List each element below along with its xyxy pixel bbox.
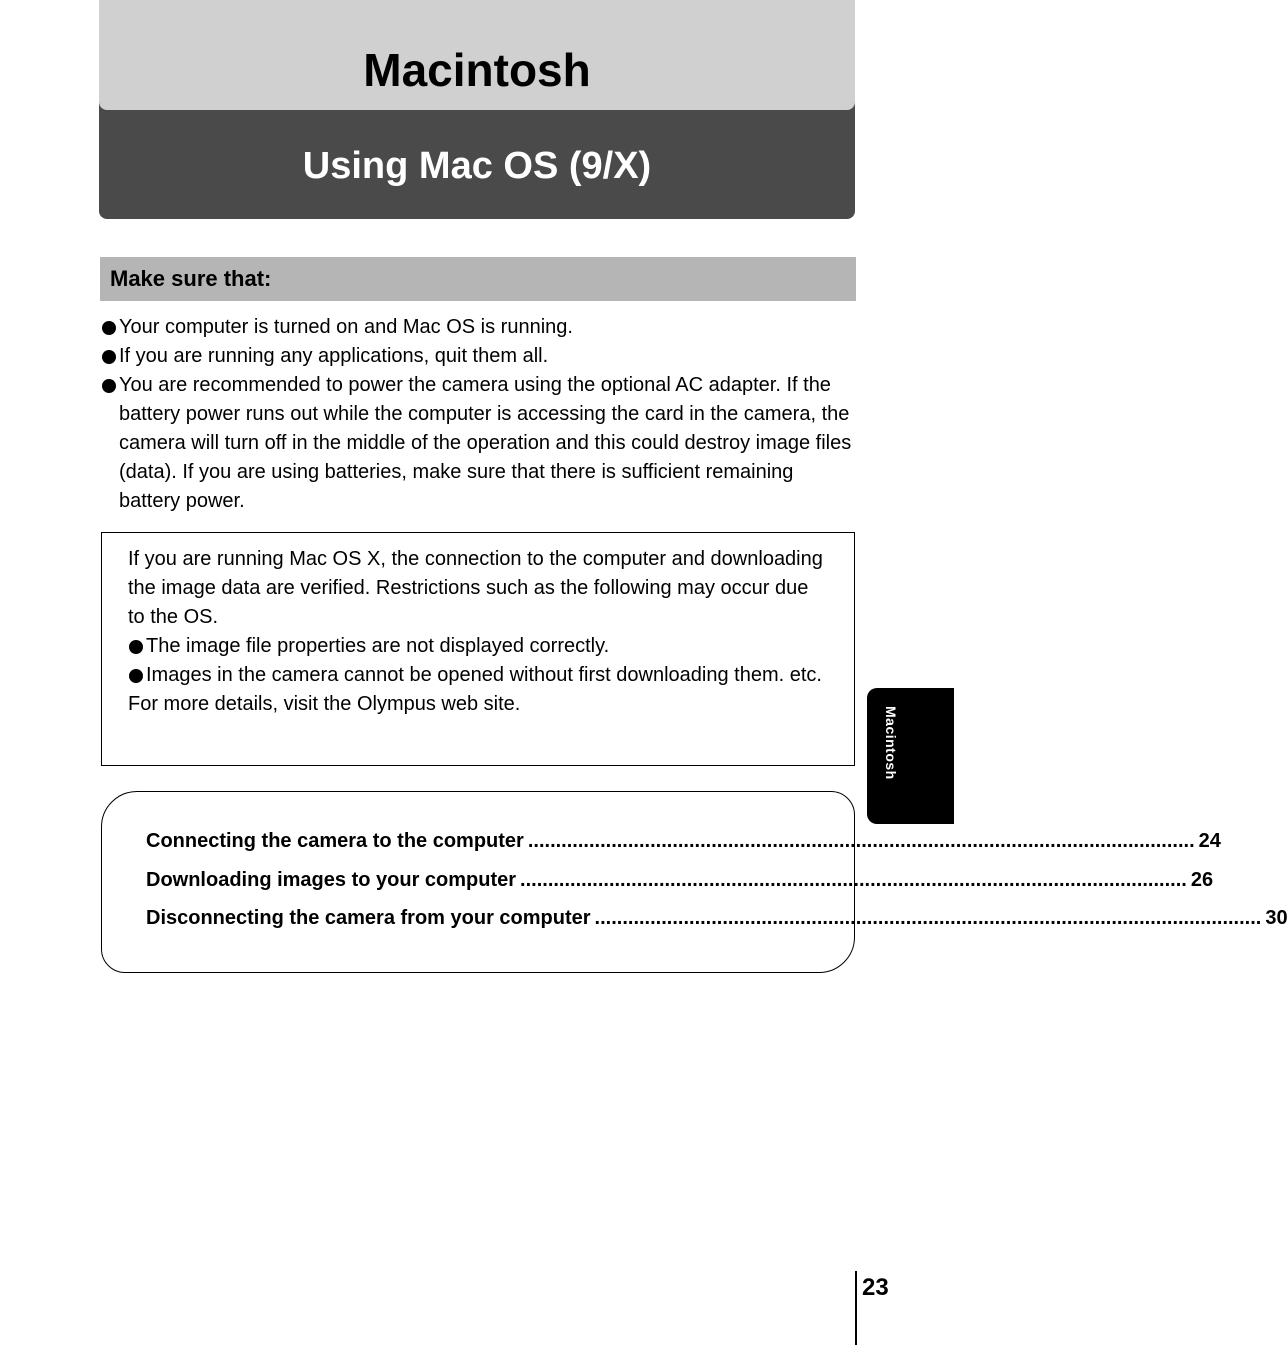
table-of-contents-box <box>101 791 1288 973</box>
side-tab-label: Macintosh <box>883 706 899 780</box>
toc-entry-title: Connecting the camera to the computer <box>146 830 524 852</box>
note-list <box>128 632 828 690</box>
bullet-icon <box>102 321 116 335</box>
bullet-icon <box>129 669 143 683</box>
page-number: 23 <box>862 1274 889 1301</box>
toc-entry[interactable] <box>146 905 1288 944</box>
note-content <box>128 545 828 719</box>
requirements-list <box>100 313 860 516</box>
section-title: Make sure that: <box>110 266 272 291</box>
mac-os-x-note-box <box>101 532 855 766</box>
bullet-icon <box>102 350 116 364</box>
toc-entry[interactable] <box>146 867 1214 906</box>
bullet-icon <box>129 640 143 654</box>
toc-leader-dots: ........................................................................................................................ <box>527 830 1195 852</box>
list-item-text: Images in the camera cannot be opened without first downloading them. etc. <box>146 664 822 686</box>
chapter-side-tab[interactable] <box>867 688 954 824</box>
list-item <box>128 632 828 661</box>
bullet-icon <box>102 379 116 393</box>
list-item-text: You are recommended to power the camera using the optional AC adapter. If the battery power runs out while the computer is accessing the card in the camera, the camera will turn off in the middle of the operation and this could destroy image files (data). If you are using batteries, make sure that there is sufficient remaining battery power. <box>119 374 852 512</box>
list-item <box>100 371 860 516</box>
toc-list <box>146 828 1288 944</box>
chapter-header-top <box>99 0 855 110</box>
note-outro: For more details, visit the Olympus web site. <box>128 693 521 715</box>
list-item <box>128 661 828 690</box>
list-item-text: Your computer is turned on and Mac OS is running. <box>119 316 573 338</box>
list-item-text: The image file properties are not displayed correctly. <box>146 635 610 657</box>
toc-entry-page: 30 <box>1265 907 1288 929</box>
list-item <box>100 342 860 371</box>
page-title: Using Mac OS (9/X) <box>302 145 652 187</box>
chapter-title: Macintosh <box>363 44 591 96</box>
chapter-header <box>99 0 855 219</box>
note-intro: If you are running Mac OS X, the connection to the computer and downloading the image data are verified. Restrictions such as the following may occur due to the OS. <box>128 548 823 628</box>
toc-entry-title: Disconnecting the camera from your computer <box>146 907 591 929</box>
toc-leader-dots: ........................................................................................................................ <box>520 868 1187 891</box>
list-item-text: If you are running any applications, quit them all. <box>119 345 549 367</box>
toc-entry[interactable] <box>146 828 1221 867</box>
toc-entry-page: 24 <box>1198 830 1221 852</box>
list-item <box>100 313 860 342</box>
page-number-divider <box>855 1271 857 1345</box>
toc-entry-page: 26 <box>1190 868 1214 891</box>
toc-entry-title: Downloading images to your computer <box>146 868 517 891</box>
section-heading-bar <box>100 257 856 301</box>
toc-leader-dots: ........................................................................................................................ <box>594 907 1262 929</box>
